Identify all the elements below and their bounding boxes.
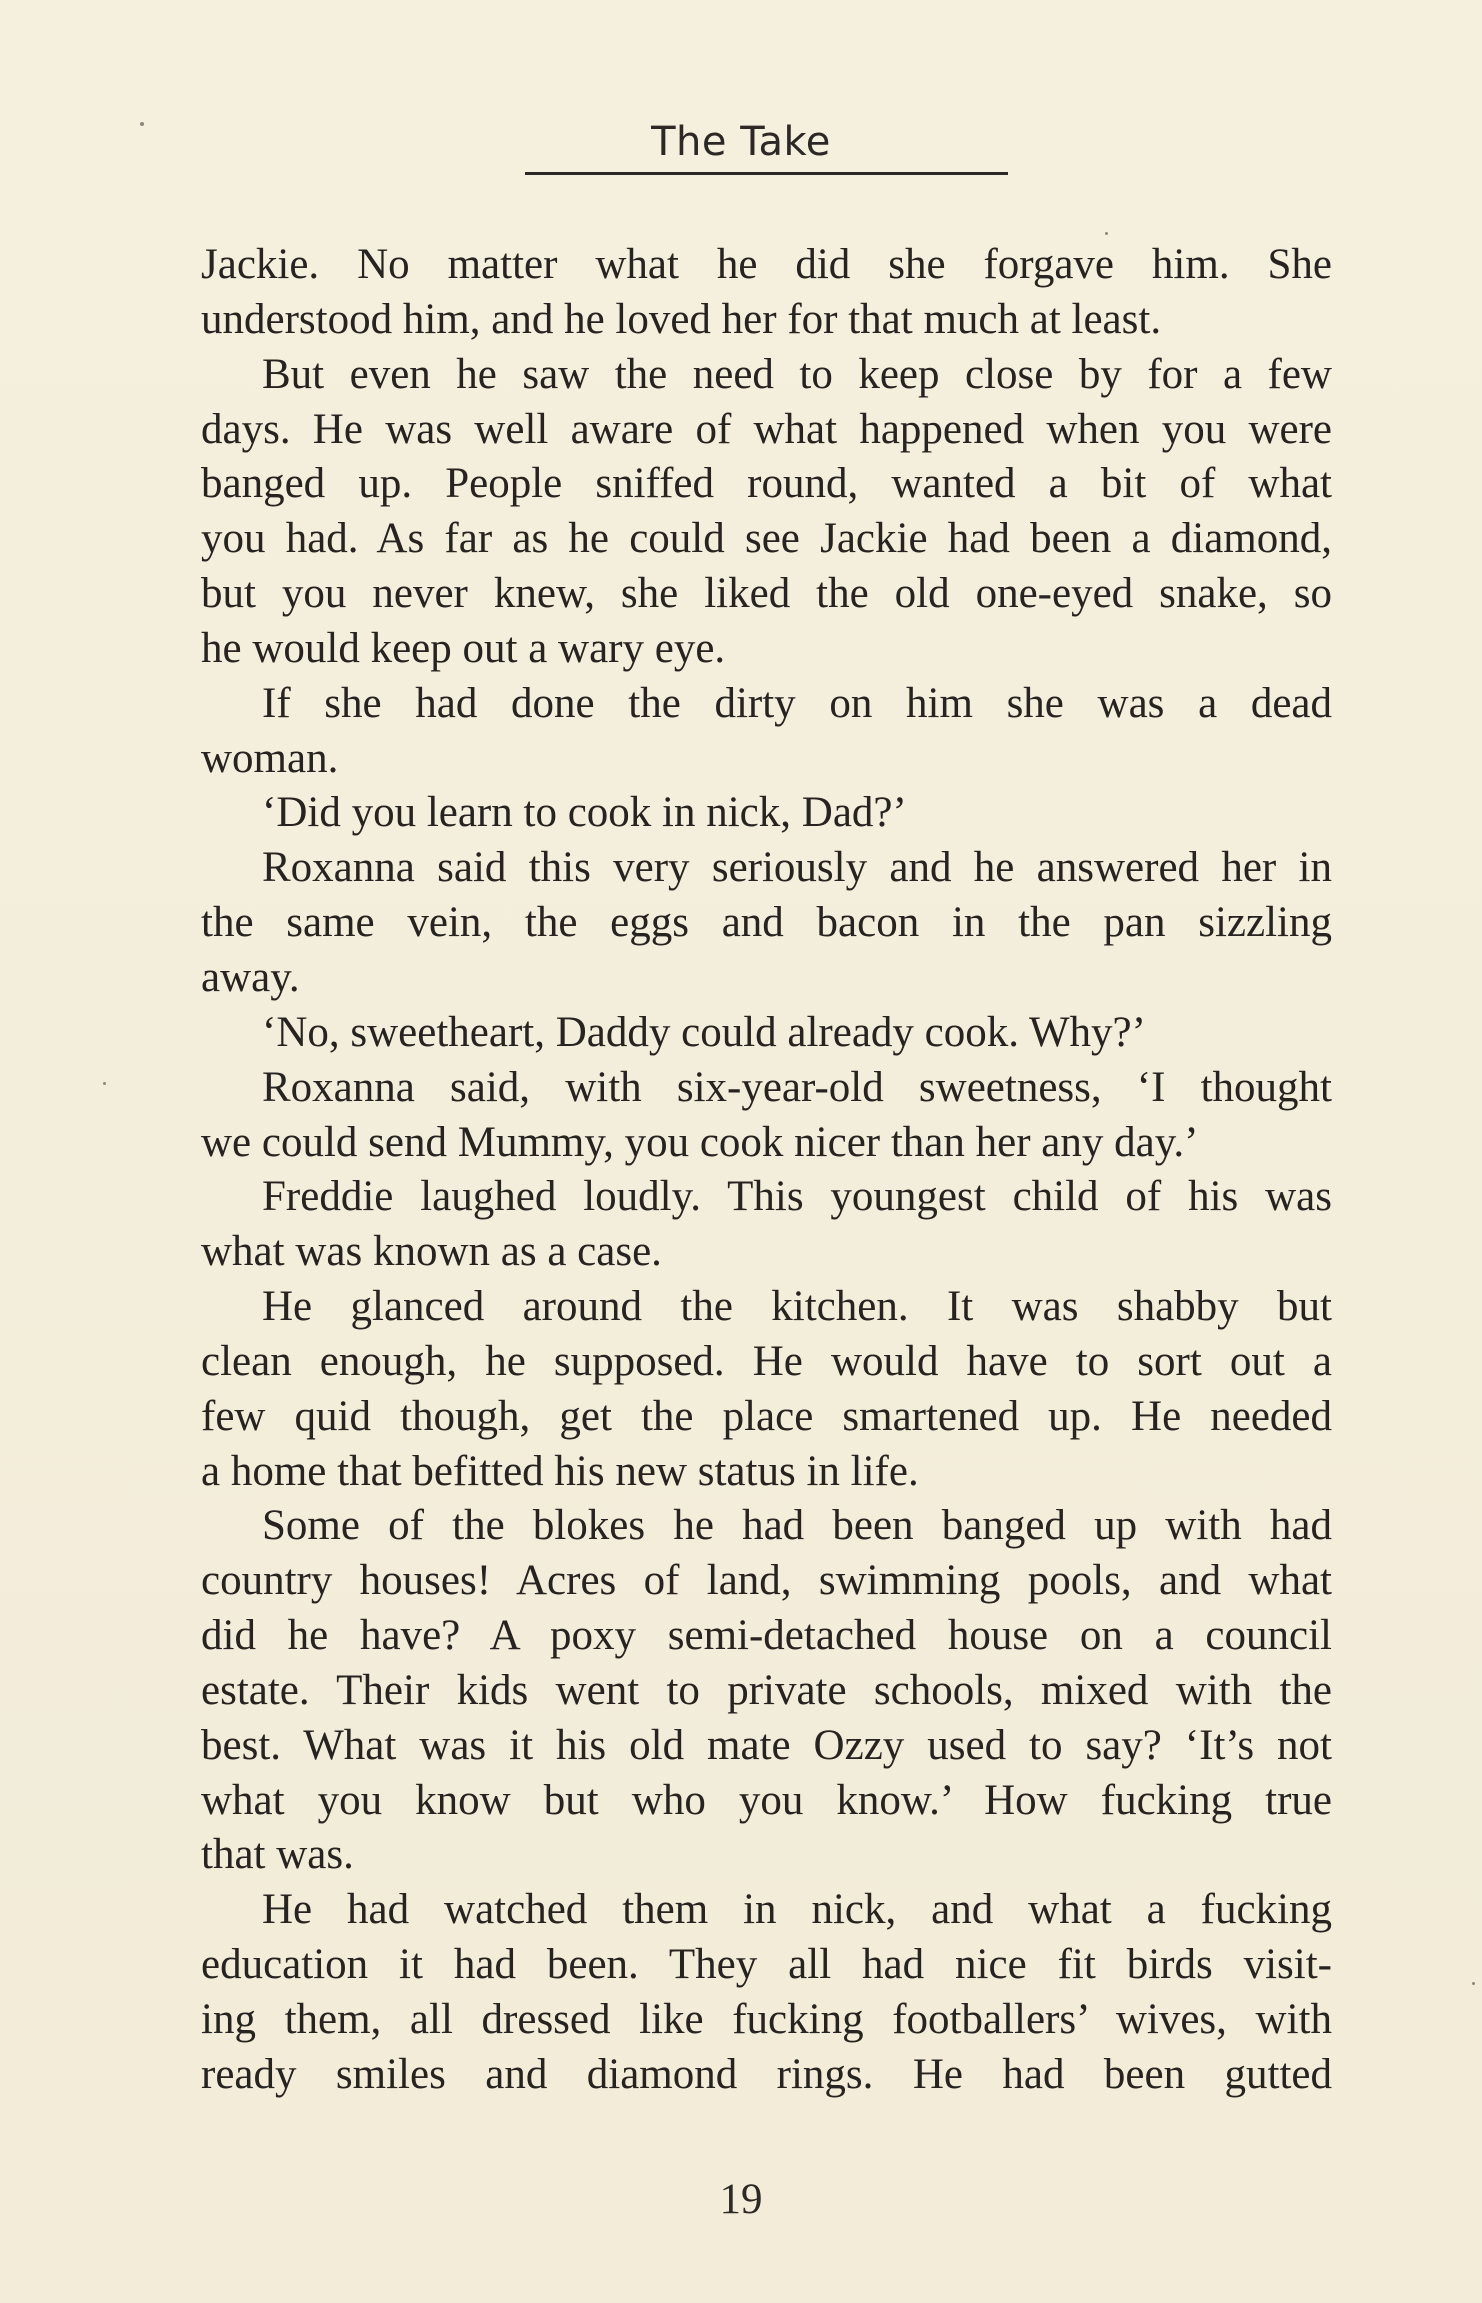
text-line: he would keep out a wary eye. [201,624,726,672]
text-line: woman. [201,734,339,782]
text-line: clean enough, he supposed. He would have to sort out a [201,1337,1332,1385]
text-line: Jackie. No matter what he did she forgave him. She [201,241,1332,288]
text-line: away. [201,953,300,1001]
text-line: did he have? A poxy semi-detached house on a council [201,1612,1332,1660]
text-line: country houses! Acres of land, swimming pools, and what [201,1557,1332,1605]
text-line: a home that befitted his new status in life. [201,1447,919,1495]
text-line: but you never knew, she liked the old one-eyed snake, so [201,570,1332,618]
text-line: ready smiles and diamond rings. He had been gutted [201,2050,1332,2098]
text-line: understood him, and he loved her for that much at least. [201,295,1162,343]
text-line: Some of the blokes he had been banged up with had [262,1502,1332,1550]
text-line: banged up. People sniffed round, wanted a bit of what [201,460,1332,508]
text-line: But even he saw the need to keep close by for a few [262,350,1332,398]
text-line: the same vein, the eggs and bacon in the pan sizzling [201,899,1332,947]
text-line: ‘Did you learn to cook in nick, Dad?’ [262,789,907,837]
text-line: Freddie laughed loudly. This youngest child of his was [262,1173,1332,1221]
paper-speck [103,1082,106,1085]
text-line: He had watched them in nick, and what a fucking [262,1886,1332,1934]
paper-speck [1105,232,1108,235]
text-line: best. What was it his old mate Ozzy used to say? ‘It’s not [201,1721,1332,1769]
text-line: He glanced around the kitchen. It was shabby but [262,1283,1332,1331]
text-line: days. He was well aware of what happened when you were [201,405,1332,453]
body-text [201,238,1332,2103]
text-line: few quid though, get the place smartened up. He needed [201,1392,1332,1440]
text-line: what you know but who you know.’ How fucking true [201,1776,1332,1824]
text-line: estate. Their kids went to private schools, mixed with the [201,1666,1332,1714]
text-line: ‘No, sweetheart, Daddy could already cook. Why?’ [262,1008,1146,1056]
text-line: you had. As far as he could see Jackie had been a diamond, [201,515,1332,563]
text-line: Roxanna said this very seriously and he answered her in [262,844,1332,892]
text-line: that was. [201,1831,354,1879]
text-line: what was known as a case. [201,1228,662,1276]
running-title: The Take [651,119,831,165]
page-number: 19 [719,2176,763,2223]
text-line: If she had done the dirty on him she was a dead [262,679,1332,727]
text-line: Roxanna said, with six-year-old sweetness, ‘I thought [262,1063,1332,1111]
text-line: we could send Mummy, you cook nicer than her any day.’ [201,1118,1199,1166]
paper-speck [1472,1982,1475,1985]
paper-speck [140,122,144,126]
header-rule [525,172,1008,175]
text-line: education it had been. They all had nice fit birds visit- [201,1941,1332,1989]
text-line: ing them, all dressed like fucking footballers’ wives, with [201,1996,1332,2043]
